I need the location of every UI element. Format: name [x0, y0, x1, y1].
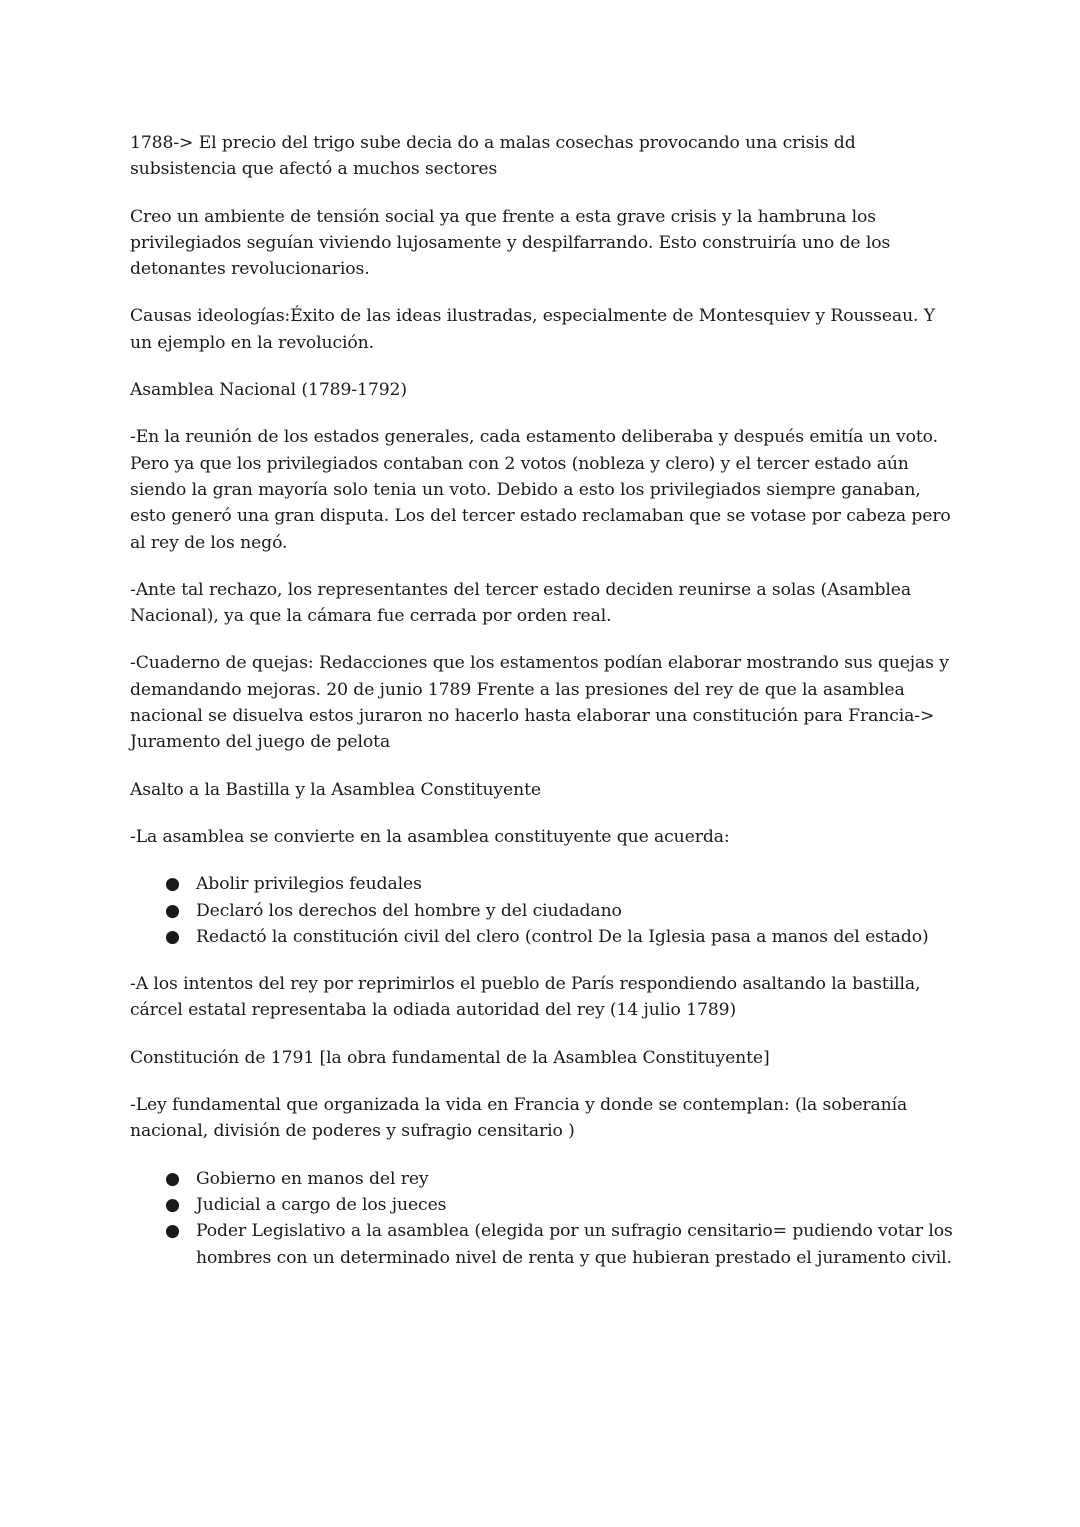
bullet-icon: ● — [165, 1168, 180, 1189]
bullet-icon: ● — [165, 1194, 180, 1215]
heading-asamblea-nacional: Asamblea Nacional (1789-1792) — [130, 380, 407, 401]
list-item — [165, 1166, 960, 1192]
paragraph-cuaderno-quejas: -Cuaderno de quejas: Redacciones que los estamentos podían elaborar mostrando sus quejas y demandando mejoras. 20 de junio 1789 Frente a las presiones del rey de que la asamblea nacional se disuelva estos juraron no hacerlo hasta elaborar una constitución para Francia-> Juramento del juego de pelota — [130, 653, 949, 753]
list-item-text: Poder Legislativo a la asamblea (elegida por un sufragio censitario= pudiendo votar los hombres con un determinado nivel de renta y que hubieran prestado el juramento civil. — [196, 1221, 953, 1268]
list-item — [165, 871, 960, 897]
paragraph-wheat-price: 1788-> El precio del trigo sube decia do a malas cosechas provocando una crisis dd subsistencia que afectó a muchos sectores — [130, 133, 856, 180]
paragraph-social-tension: Creo un ambiente de tensión social ya que frente a esta grave crisis y la hambruna los privilegiados seguían viviendo lujosamente y despilfarrando. Esto construiría uno de los detonantes revolucionarios. — [130, 206, 891, 280]
heading-constitucion-1791: Constitución de 1791 [la obra fundamental de la Asamblea Constituyente] — [130, 1047, 770, 1068]
bullet-icon: ● — [165, 874, 180, 895]
list-item — [165, 1218, 960, 1271]
paragraph-asamblea-constituyente: -La asamblea se convierte en la asamblea constituyente que acuerda: — [130, 826, 730, 847]
list-item-text: Gobierno en manos del rey — [196, 1168, 429, 1189]
list-item-text: Judicial a cargo de los jueces — [196, 1194, 447, 1215]
list-item-text: Declaró los derechos del hombre y del ciudadano — [196, 900, 622, 921]
bullet-icon: ● — [165, 900, 180, 921]
paragraph-rechazo: -Ante tal rechazo, los representantes del tercer estado deciden reunirse a solas (Asamblea Nacional), ya que la cámara fue cerrada por orden real. — [130, 579, 912, 627]
list-item-text: Redactó la constitución civil del clero (control De la Iglesia pasa a manos del estado) — [196, 926, 929, 947]
paragraph-ideological-causes: Causas ideologías:Éxito de las ideas ilustradas, especialmente de Montesquiev y Rousseau. Y un ejemplo en la revolución. — [130, 306, 936, 353]
paragraph-estados-generales: -En la reunión de los estados generales, cada estamento deliberaba y después emitía un voto. Pero ya que los privilegiados contaban con 2 votos (nobleza y clero) y el tercer estado aún siendo la gran mayoría solo tenia un voto. Debido a esto los privilegiados siempre ganaban, esto generó una gran disputa. Los del tercer estado reclamaban que se votase por cabeza pero al rey de los negó. — [130, 427, 951, 553]
paragraph-ley-fundamental: -Ley fundamental que organizada la vida en Francia y donde se contemplan: (la soberanía nacional, división de poderes y sufragio censitario ) — [130, 1095, 908, 1142]
bullet-icon: ● — [165, 926, 180, 947]
list-item — [165, 1192, 960, 1218]
heading-asalto-bastilla: Asalto a la Bastilla y la Asamblea Constituyente — [130, 779, 541, 800]
list-item — [165, 898, 960, 924]
list-poderes — [130, 1166, 960, 1271]
document-page — [130, 130, 960, 1292]
list-item-text: Abolir privilegios feudales — [196, 874, 422, 895]
list-acuerdos — [130, 871, 960, 950]
paragraph-bastilla: -A los intentos del rey por reprimirlos el pueblo de París respondiendo asaltando la bastilla, cárcel estatal representaba la odiada autoridad del rey (14 julio 1789) — [130, 974, 921, 1021]
bullet-icon: ● — [165, 1221, 180, 1242]
list-item — [165, 924, 960, 950]
